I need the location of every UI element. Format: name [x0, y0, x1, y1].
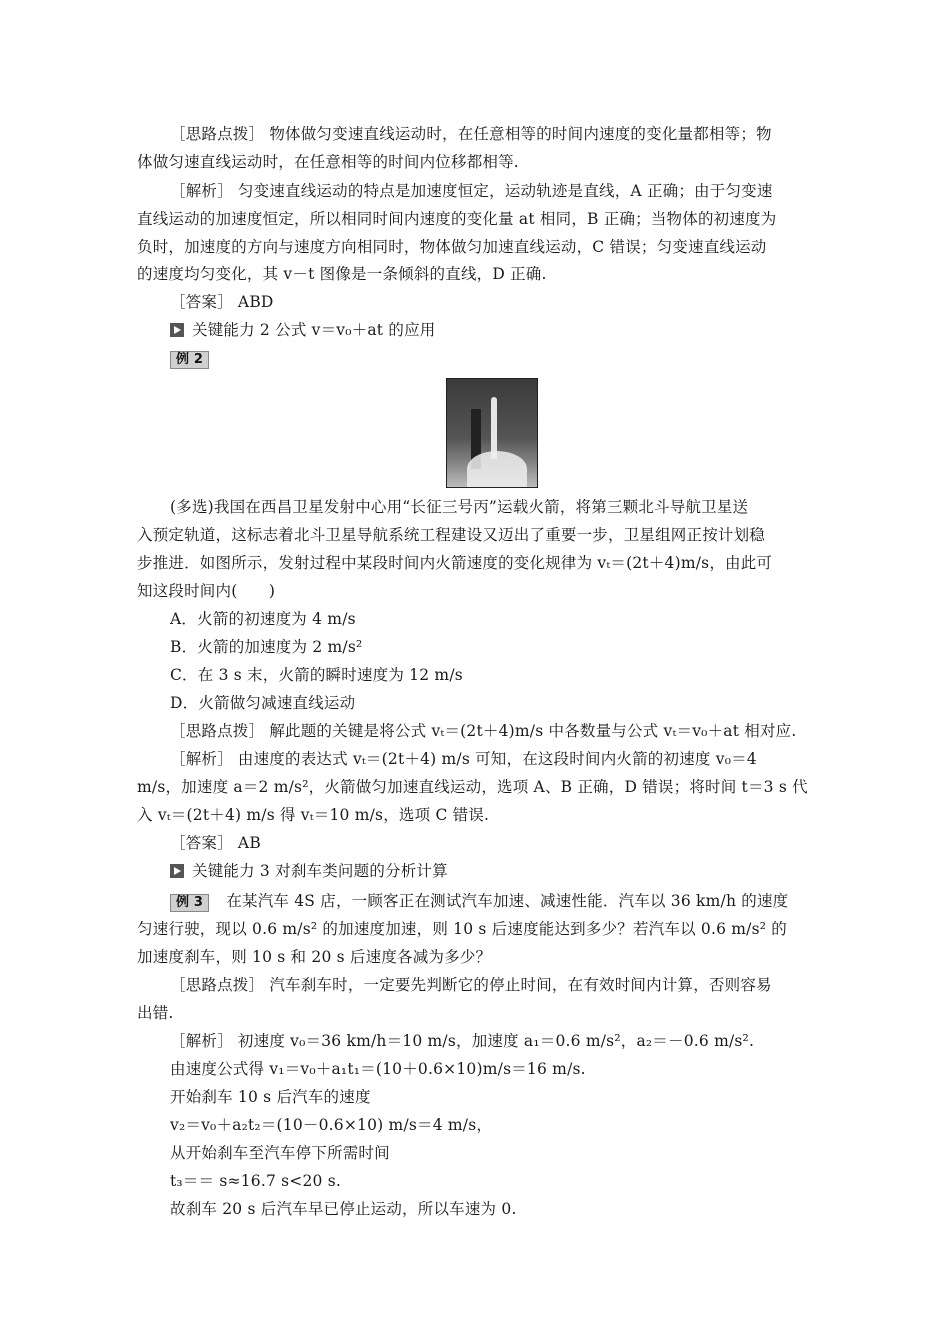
problem-text: 在某汽车 4S 店，一顾客正在测试汽车加速、减速性能．汽车以 36 km/h 的速度 — [226, 892, 789, 910]
text-line: m/s，加速度 a＝2 m/s²，火箭做匀加速直线运动，选项 A、B 正确，D 错误；将时间 t＝3 s 代 — [137, 778, 808, 796]
option-a: A．火箭的初速度为 4 m/s — [170, 610, 356, 628]
text-line: 体做匀速直线运动时，在任意相等的时间内位移都相等. — [137, 153, 519, 171]
section-title: 关键能力 2 公式 v＝v₀＋at 的应用 — [192, 321, 436, 339]
text-line: ［解析］ 由速度的表达式 vₜ＝(2t＋4) m/s 可知，在这段时间内火箭的初速度 v₀＝4 — [170, 750, 757, 768]
text-line: 步推进．如图所示，发射过程中某段时间内火箭速度的变化规律为 vₜ＝(2t＋4)m/s，由此可 — [137, 554, 773, 572]
text-line: 直线运动的加速度恒定，所以相同时间内速度的变化量 at 相同，B 正确；当物体的初速度为 — [137, 210, 777, 228]
example-badge-row — [170, 347, 850, 369]
text-line: v₂＝v₀＋a₂t₂＝(10－0.6×10) m/s＝4 m/s， — [170, 1116, 493, 1134]
text-line: 负时，加速度的方向与速度方向相同时，物体做匀加速直线运动，C 错误；匀变速直线运动 — [137, 238, 767, 256]
section-heading — [170, 860, 850, 882]
section-title: 关键能力 3 对刹车类问题的分析计算 — [192, 862, 448, 880]
text-line: ［思路点拨］ 物体做匀变速直线运动时，在任意相等的时间内速度的变化量都相等；物 — [170, 125, 772, 143]
text-line: ［解析］ 初速度 v₀＝36 km/h＝10 m/s，加速度 a₁＝0.6 m/s²，a₂＝－0.6 m/s². — [170, 1032, 755, 1050]
text-line: 从开始刹车至汽车停下所需时间 — [170, 1144, 390, 1162]
text-line: 加速度刹车，则 10 s 和 20 s 后速度各减为多少？ — [137, 948, 492, 966]
text-line: 知这段时间内( ) — [137, 582, 276, 600]
text-line: t₃＝＝ s≈16.7 s<20 s. — [170, 1172, 342, 1190]
rocket — [491, 397, 497, 459]
text-line: 由速度公式得 v₁＝v₀＋a₁t₁＝(10＋0.6×10)m/s＝16 m/s. — [170, 1060, 586, 1078]
example-badge: 例 3 — [170, 894, 209, 912]
text-line: (多选)我国在西昌卫星发射中心用“长征三号丙”运载火箭，将第三颗北斗导航卫星送 — [170, 498, 749, 516]
exhaust-smoke — [467, 451, 527, 487]
text-line: 的速度均匀变化，其 v－t 图像是一条倾斜的直线，D 正确. — [137, 265, 547, 283]
text-line: 出错. — [137, 1004, 174, 1022]
answer-line: ［答案］ AB — [170, 834, 261, 852]
text-line: 匀速行驶，现以 0.6 m/s² 的加速度加速，则 10 s 后速度能达到多少？若汽车以 0.6 m/s² 的 — [137, 920, 787, 938]
rocket-launch-photo — [446, 378, 538, 488]
text-line: 入 vₜ＝(2t＋4) m/s 得 vₜ＝10 m/s，选项 C 错误. — [137, 806, 490, 824]
option-c: C．在 3 s 末，火箭的瞬时速度为 12 m/s — [170, 666, 463, 684]
play-triangle-icon — [170, 864, 184, 878]
option-b: B．火箭的加速度为 2 m/s² — [170, 638, 363, 656]
text-line: 故刹车 20 s 后汽车早已停止运动，所以车速为 0. — [170, 1200, 517, 1218]
text-line: ［思路点拨］ 解此题的关键是将公式 vₜ＝(2t＋4)m/s 中各数量与公式 vₜ＝v₀＋at 相对应. — [170, 722, 797, 740]
play-triangle-icon — [170, 323, 184, 337]
text-line: 入预定轨道，这标志着北斗卫星导航系统工程建设又迈出了重要一步，卫星组网正按计划稳 — [137, 526, 766, 544]
text-line: ［解析］ 匀变速直线运动的特点是加速度恒定，运动轨迹是直线，A 正确；由于匀变速 — [170, 182, 773, 200]
answer-line: ［答案］ ABD — [170, 293, 274, 311]
example-badge: 例 2 — [170, 351, 209, 369]
section-heading — [170, 319, 850, 341]
problem-line — [170, 890, 850, 912]
option-d: D．火箭做匀减速直线运动 — [170, 694, 356, 712]
text-line: 开始刹车 10 s 后汽车的速度 — [170, 1088, 371, 1106]
text-line: ［思路点拨］ 汽车刹车时，一定要先判断它的停止时间，在有效时间内计算，否则容易 — [170, 976, 772, 994]
